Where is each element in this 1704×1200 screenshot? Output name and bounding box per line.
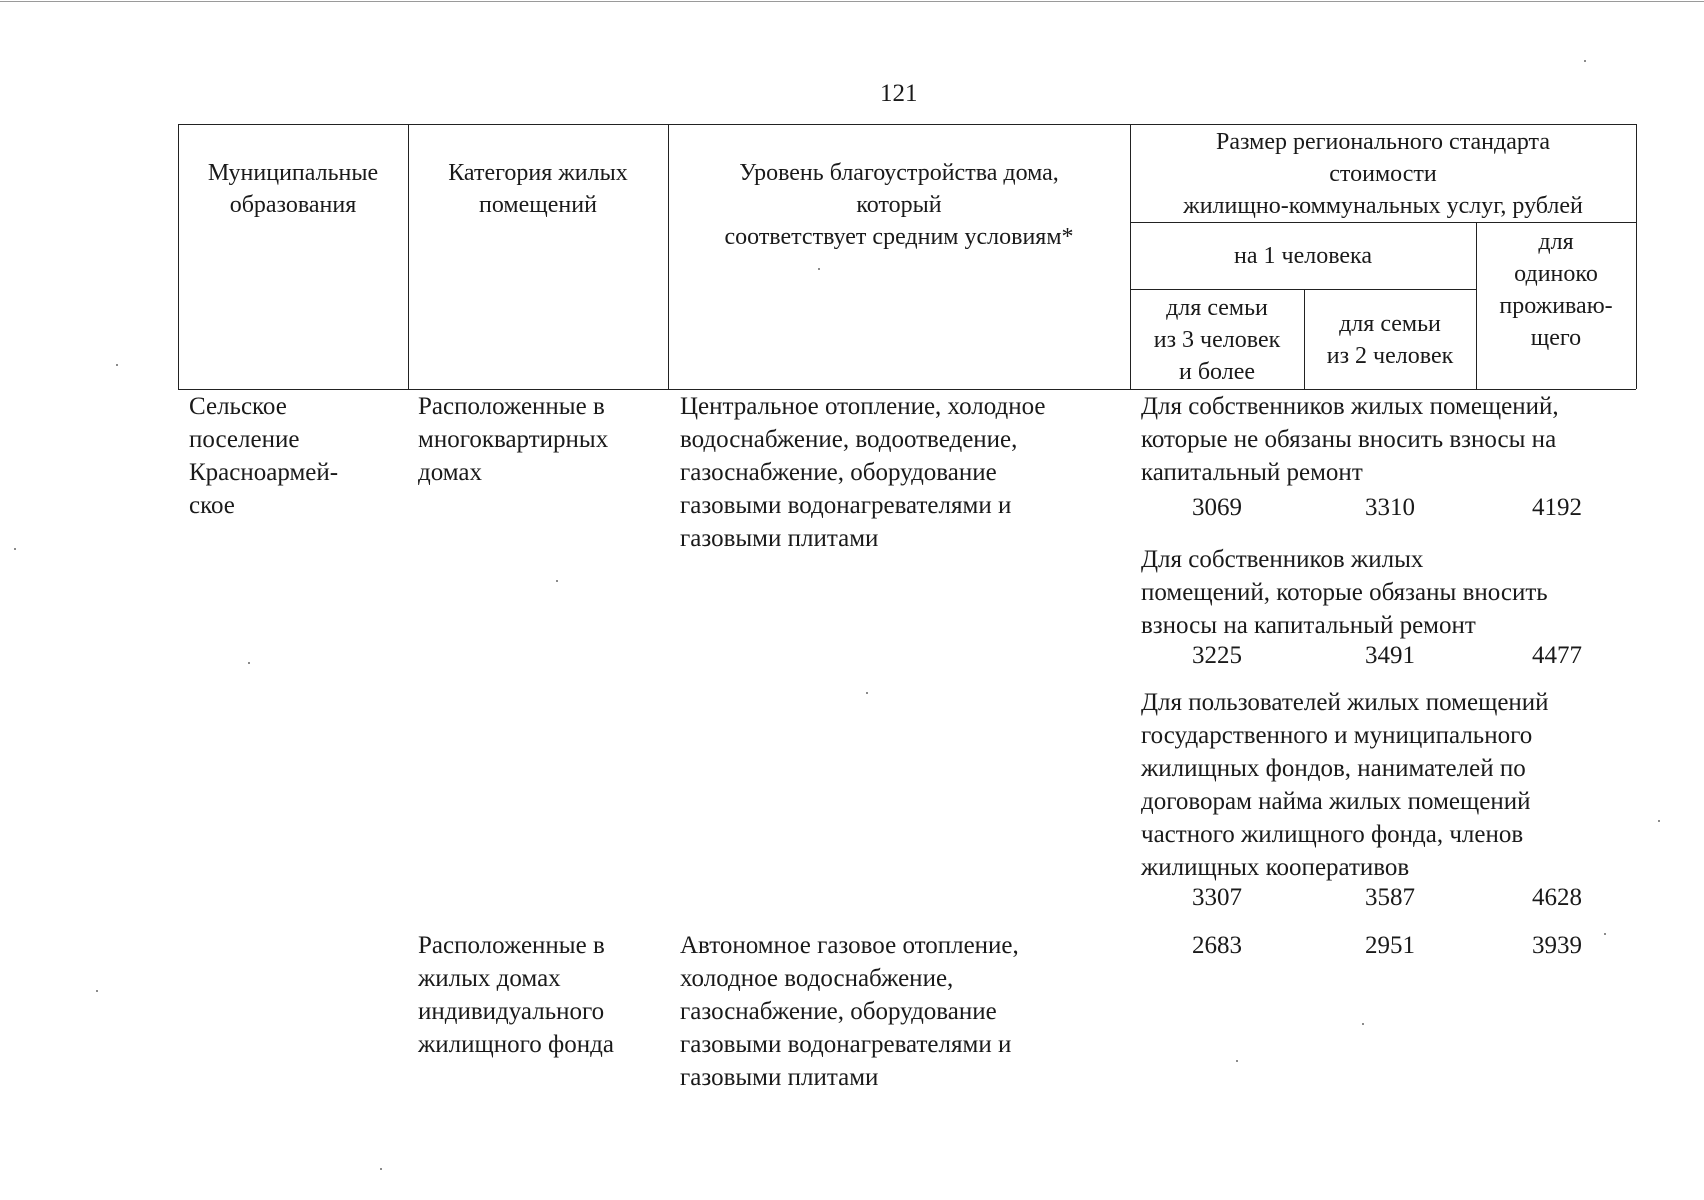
page-number: 121: [880, 80, 918, 107]
page-top-edge: [0, 1, 1704, 2]
header-per-person: на 1 человека: [1234, 243, 1372, 269]
